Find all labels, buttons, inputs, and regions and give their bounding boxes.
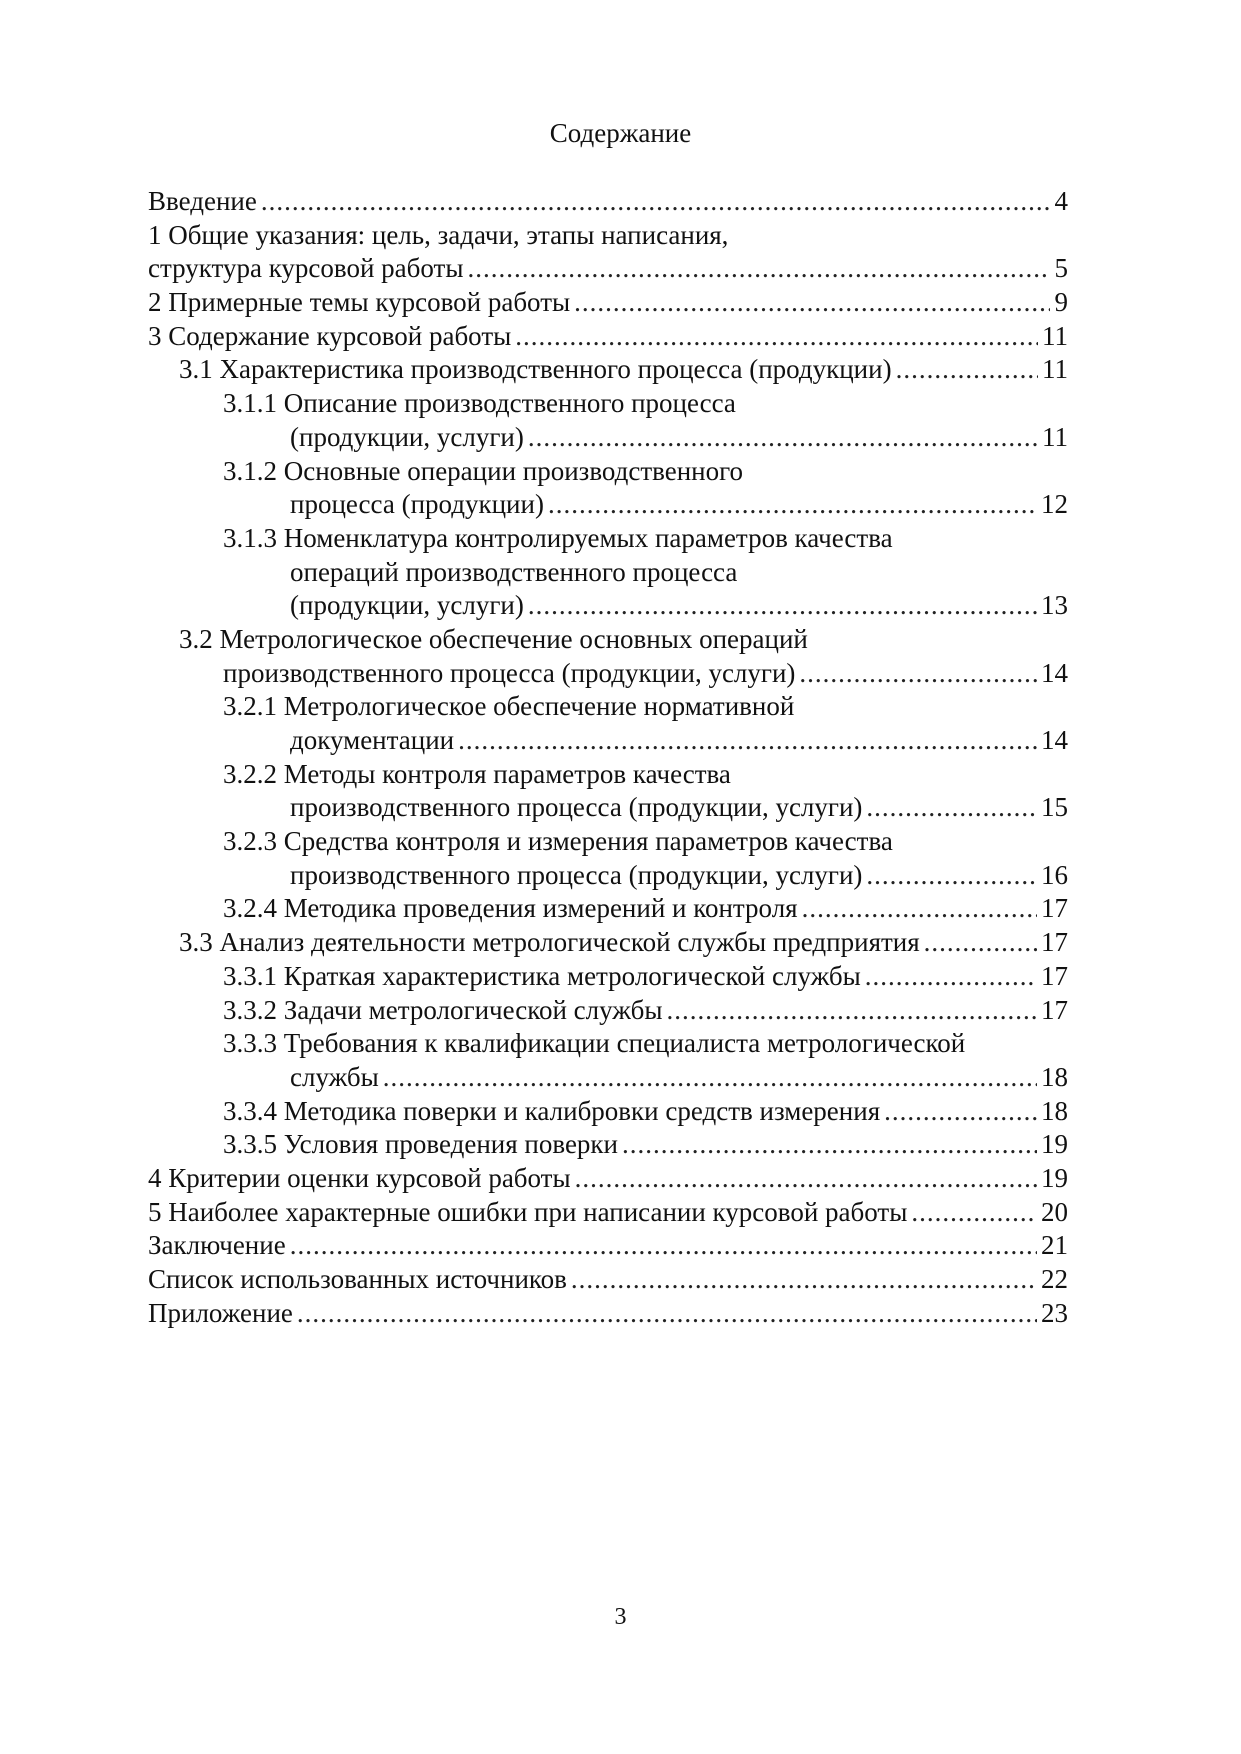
- toc-entry-3-3-3-cont[interactable]: [148, 1061, 1068, 1095]
- toc-page-number: 17: [1041, 960, 1068, 991]
- toc-entry-3-3-3[interactable]: [148, 1027, 1068, 1061]
- toc-entry-text: 3.2.4 Методика проведения измерений и контроля: [223, 893, 798, 924]
- toc-page-number: 14: [1041, 725, 1068, 755]
- toc-page-number: 19: [1041, 1129, 1068, 1160]
- page-title: Содержание: [549, 118, 692, 148]
- toc-entry-text: службы: [290, 1061, 379, 1092]
- toc-entry-text: Приложение: [148, 1297, 293, 1328]
- toc-entry-text: 5 Наиболее характерные ошибки при написании курсовой работы: [148, 1196, 908, 1227]
- toc-page-number: 5: [1054, 253, 1068, 284]
- toc-entry-3-3-5[interactable]: [148, 1128, 1068, 1162]
- dot-leader: [884, 1095, 1037, 1129]
- toc-entry-text: 2 Примерные темы курсовой работы: [148, 287, 571, 318]
- toc-entry-text: 3.2.1 Метрологическое обеспечение нормативной: [223, 691, 795, 722]
- toc-entry-text: 3.1.1 Описание производственного процесса: [223, 388, 736, 419]
- dot-leader: [290, 1229, 1037, 1263]
- toc-entry-text: (продукции, услуги): [290, 590, 524, 621]
- toc-page-number: 17: [1041, 893, 1068, 924]
- toc-entry-3-2[interactable]: [148, 623, 1068, 657]
- dot-leader: [911, 1196, 1037, 1230]
- toc-entry-3-2-2[interactable]: [148, 758, 1068, 792]
- toc-page-number: 22: [1041, 1264, 1068, 1294]
- toc-entry-3-1-3[interactable]: [148, 522, 1068, 556]
- toc-entry-text: Заключение: [148, 1230, 286, 1261]
- toc-page-number: 14: [1041, 657, 1068, 688]
- toc-entry-general-guidelines[interactable]: [148, 219, 1068, 253]
- toc-entry-general-guidelines-cont[interactable]: [148, 252, 1068, 286]
- toc-entry-3-1-2[interactable]: [148, 455, 1068, 489]
- toc-entry-3-1-3-cont2[interactable]: [148, 589, 1068, 623]
- toc-page-number: 16: [1041, 859, 1068, 890]
- dot-leader: [528, 589, 1037, 623]
- toc-entry-text: 3.2.3 Средства контроля и измерения параметров качества: [223, 826, 893, 857]
- toc-page-number: 21: [1041, 1230, 1068, 1261]
- toc-entry-text: 3.2.2 Методы контроля параметров качества: [223, 758, 731, 789]
- toc-entry-3-2-2-cont[interactable]: [148, 791, 1068, 825]
- toc-entry-text: 4 Критерии оценки курсовой работы: [148, 1162, 571, 1193]
- toc-entry-text: структура курсовой работы: [148, 253, 464, 284]
- toc-page-number: 20: [1041, 1196, 1068, 1227]
- toc-entry-coursework-content[interactable]: [148, 320, 1068, 354]
- toc-entry-text: 3 Содержание курсовой работы: [148, 320, 512, 351]
- toc-page-number: 19: [1041, 1162, 1068, 1193]
- dot-leader: [467, 252, 1050, 286]
- dot-leader: [574, 286, 1050, 320]
- table-of-contents: [148, 185, 1068, 1330]
- toc-page-number: 11: [1042, 320, 1068, 351]
- toc-page-number: 13: [1041, 590, 1068, 621]
- toc-entry-text: Введение: [148, 186, 257, 216]
- toc-entry-3-3[interactable]: [148, 926, 1068, 960]
- toc-entry-text: 3.3.4 Методика поверки и калибровки средств измерения: [223, 1095, 881, 1126]
- toc-page-number: 11: [1042, 421, 1068, 452]
- toc-entry-conclusion[interactable]: [148, 1229, 1068, 1263]
- toc-page-number: 9: [1054, 287, 1068, 318]
- toc-entry-text: 3.2 Метрологическое обеспечение основных операций: [179, 623, 808, 654]
- toc-page-number: 17: [1041, 927, 1068, 958]
- toc-entry-text: производственного процесса (продукции, услуги): [223, 657, 796, 688]
- toc-entry-3-2-cont[interactable]: [148, 657, 1068, 691]
- toc-entry-3-2-1-cont[interactable]: [148, 724, 1068, 758]
- toc-page-number: 18: [1041, 1061, 1068, 1092]
- toc-entry-3-3-2[interactable]: [148, 994, 1068, 1028]
- toc-entry-text: 3.3.2 Задачи метрологической службы: [223, 994, 663, 1025]
- toc-entry-3-2-3-cont[interactable]: [148, 859, 1068, 893]
- dot-leader: [297, 1297, 1037, 1331]
- dot-leader: [666, 994, 1037, 1028]
- toc-entry-text: производственного процесса (продукции, услуги): [290, 859, 863, 890]
- toc-entry-text: 3.1 Характеристика производственного процесса (продукции): [179, 354, 892, 385]
- dot-leader: [548, 488, 1037, 522]
- toc-page-number: 17: [1041, 994, 1068, 1025]
- toc-page-number: 4: [1054, 186, 1068, 216]
- toc-page-number: 12: [1041, 489, 1068, 520]
- toc-page-number: 11: [1042, 354, 1068, 385]
- toc-entry-3-1-2-cont[interactable]: [148, 488, 1068, 522]
- toc-entry-3-2-1[interactable]: [148, 690, 1068, 724]
- toc-entry-evaluation-criteria[interactable]: [148, 1162, 1068, 1196]
- dot-leader: [802, 892, 1037, 926]
- toc-entry-3-1-3-cont[interactable]: [148, 556, 1068, 590]
- dot-leader: [575, 1162, 1037, 1196]
- dot-leader: [896, 353, 1038, 387]
- toc-entry-text: 3.3 Анализ деятельности метрологической службы предприятия: [179, 927, 920, 958]
- dot-leader: [515, 320, 1038, 354]
- dot-leader: [458, 724, 1037, 758]
- toc-entry-text: документации: [290, 725, 455, 755]
- toc-page-number: 23: [1041, 1297, 1068, 1328]
- dot-leader: [799, 657, 1037, 691]
- toc-entry-common-mistakes[interactable]: [148, 1196, 1068, 1230]
- toc-entry-text: 3.1.2 Основные операции производственного: [223, 455, 744, 486]
- toc-entry-text: 1 Общие указания: цель, задачи, этапы написания,: [148, 219, 729, 250]
- dot-leader: [528, 421, 1038, 455]
- toc-entry-text: 3.3.3 Требования к квалификации специалиста метрологической: [223, 1028, 966, 1059]
- page-number: 3: [614, 1604, 627, 1630]
- toc-entry-text: 3.3.5 Условия проведения поверки: [223, 1129, 618, 1160]
- toc-entry-text: Список использованных источников: [148, 1264, 567, 1294]
- toc-entry-sample-topics[interactable]: [148, 286, 1068, 320]
- dot-leader: [924, 926, 1037, 960]
- toc-entry-text: процесса (продукции): [290, 489, 544, 520]
- toc-entry-appendix[interactable]: [148, 1297, 1068, 1331]
- toc-entry-text: 3.1.3 Номенклатура контролируемых параметров качества: [223, 522, 893, 553]
- toc-entry-text: 3.3.1 Краткая характеристика метрологической службы: [223, 960, 861, 991]
- toc-entry-introduction[interactable]: [148, 185, 1068, 219]
- toc-entry-text: (продукции, услуги): [290, 421, 524, 452]
- dot-leader: [865, 960, 1037, 994]
- dot-leader: [383, 1061, 1037, 1095]
- dot-leader: [571, 1263, 1037, 1297]
- toc-entry-text: операций производственного процесса: [290, 556, 738, 587]
- dot-leader: [866, 791, 1037, 825]
- toc-page-number: 15: [1041, 792, 1068, 823]
- dot-leader: [261, 185, 1050, 219]
- toc-entry-references[interactable]: [148, 1263, 1068, 1297]
- toc-entry-3-1[interactable]: [148, 353, 1068, 387]
- toc-entry-3-2-3[interactable]: [148, 825, 1068, 859]
- toc-page-number: 18: [1041, 1095, 1068, 1126]
- toc-entry-3-3-1[interactable]: [148, 960, 1068, 994]
- dot-leader: [622, 1128, 1037, 1162]
- toc-entry-3-2-4[interactable]: [148, 892, 1068, 926]
- dot-leader: [866, 859, 1037, 893]
- toc-entry-text: производственного процесса (продукции, услуги): [290, 792, 863, 823]
- toc-entry-3-3-4[interactable]: [148, 1095, 1068, 1129]
- toc-entry-3-1-1[interactable]: [148, 387, 1068, 421]
- toc-entry-3-1-1-cont[interactable]: [148, 421, 1068, 455]
